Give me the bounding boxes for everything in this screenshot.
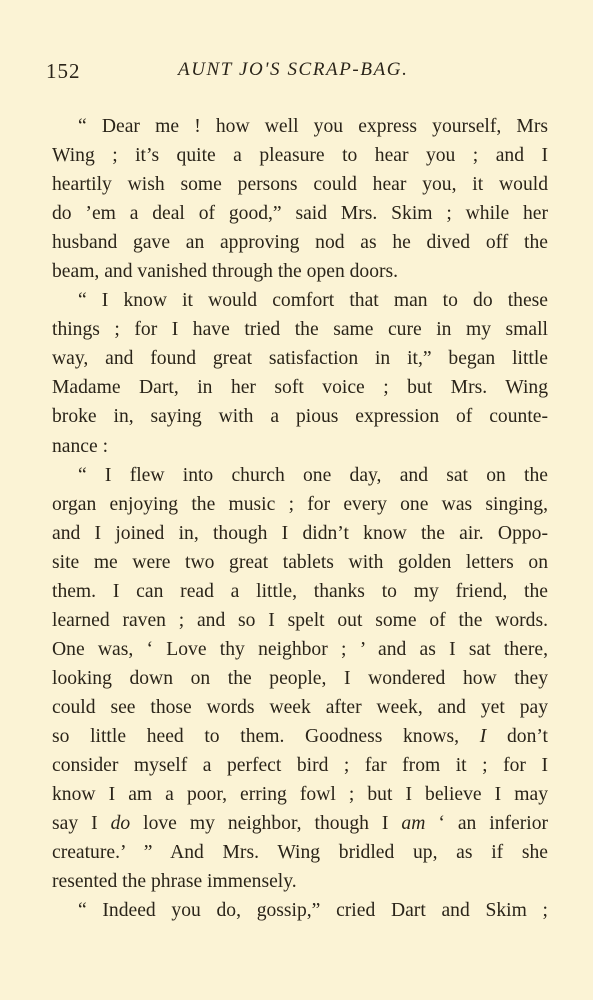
text-line (52, 838, 548, 867)
line-text: learned raven ; and so I spelt out some of the words. (52, 609, 548, 631)
text-line (52, 780, 548, 809)
line-text: Madame Dart, in her soft voice ; but Mrs. Wing (52, 377, 548, 399)
line-text: say I (52, 813, 98, 835)
text-line (52, 461, 548, 490)
line-text: One was, ‘ Love thy neighbor ; ’ and as I sat there, (52, 638, 548, 660)
page-header (46, 59, 546, 87)
line-text: resented the phrase immensely. (52, 871, 297, 893)
text-line (52, 519, 548, 548)
line-text: heartily wish some persons could hear you, it would (52, 174, 548, 196)
line-text: and I joined in, though I didn’t know the air. Oppo- (52, 522, 548, 544)
line-text: ‘ an inferior (438, 813, 548, 835)
text-line (52, 809, 548, 838)
text-line (52, 490, 548, 519)
line-text: creature.’ ” And Mrs. Wing bridled up, as if she (52, 842, 548, 864)
running-title: AUNT JO'S SCRAP-BAG. (178, 59, 409, 80)
text-line (52, 896, 548, 925)
text-line (52, 606, 548, 635)
text-line (52, 170, 548, 199)
text-line (52, 751, 548, 780)
text-line (52, 228, 548, 257)
text-line (52, 693, 548, 722)
line-text: know I am a poor, erring fowl ; but I believe I may (52, 784, 548, 806)
body-text (52, 112, 548, 925)
line-text: things ; for I have tried the same cure in my small (52, 319, 548, 341)
text-line (52, 577, 548, 606)
text-line (52, 722, 548, 751)
line-text: consider myself a perfect bird ; far from it ; for I (52, 755, 548, 777)
line-text: could see those words week after week, and yet pay (52, 696, 548, 718)
text-line (52, 344, 548, 373)
line-text: them. I can read a little, thanks to my friend, the (52, 580, 548, 602)
line-text: nance : (52, 435, 109, 457)
emphasized-word: am (401, 813, 426, 835)
text-line (52, 548, 548, 577)
line-text: Wing ; it’s quite a pleasure to hear you ; and I (52, 145, 548, 167)
text-line (52, 199, 548, 228)
line-text: “ I know it would comfort that man to do these (78, 290, 548, 312)
text-line (52, 664, 548, 693)
text-line (52, 635, 548, 664)
emphasized-word: I (479, 725, 487, 747)
line-text: love my neighbor, though I (143, 813, 389, 835)
line-text: “ Dear me ! how well you express yourself, Mrs (78, 116, 548, 137)
line-text: so little heed to them. Goodness knows, (52, 725, 460, 747)
line-text: beam, and vanished through the open doors. (52, 261, 399, 283)
line-text: looking down on the people, I wondered how they (52, 667, 548, 689)
text-line (52, 112, 548, 141)
line-text: way, and found great satisfaction in it,” began little (52, 348, 548, 370)
emphasized-word: do (110, 813, 131, 835)
line-text: husband gave an approving nod as he dived off the (52, 232, 548, 254)
page-number: 152 (46, 59, 81, 83)
text-line (52, 867, 548, 896)
line-text: do ’em a deal of good,” said Mrs. Skim ; while her (52, 203, 548, 225)
text-line (52, 141, 548, 170)
line-text: don’t (506, 725, 548, 747)
line-text: site me were two great tablets with golden letters on (52, 551, 548, 573)
text-line (52, 402, 548, 431)
text-line (52, 373, 548, 402)
text-line (52, 315, 548, 344)
text-line (52, 432, 548, 461)
text-line (52, 286, 548, 315)
line-text: “ I flew into church one day, and sat on the (78, 464, 548, 486)
line-text: broke in, saying with a pious expression of counte- (52, 406, 548, 428)
line-text: organ enjoying the music ; for every one was singing, (52, 493, 548, 515)
text-line (52, 257, 548, 286)
line-text: “ Indeed you do, gossip,” cried Dart and Skim ; (78, 900, 548, 922)
